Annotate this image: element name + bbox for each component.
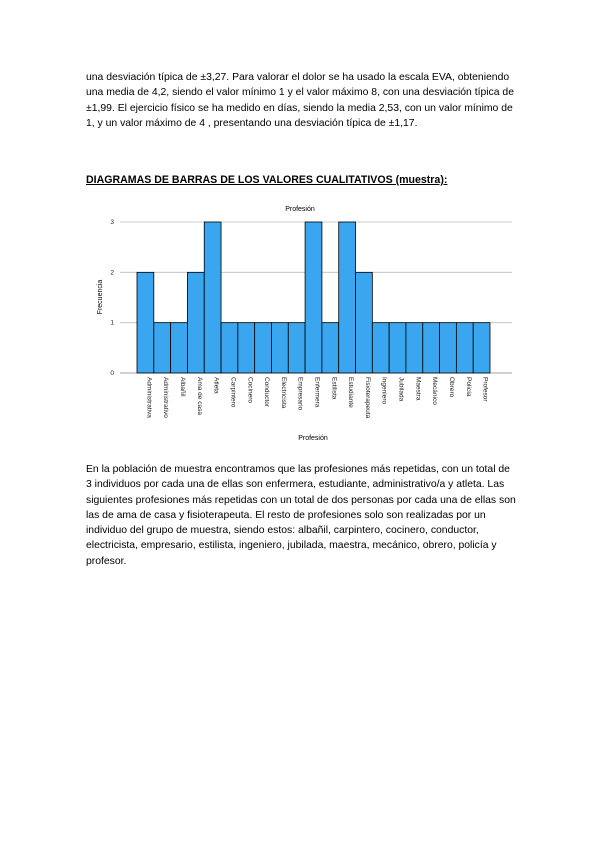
- x-tick-label: Profesor: [481, 377, 489, 402]
- bar-estilista: [322, 323, 339, 373]
- x-tick-label: Enfermera: [313, 377, 321, 408]
- x-tick-label: Administrativo: [162, 377, 170, 418]
- conclusion-paragraph: En la población de muestra encontramos que las profesiones más repetidas, con un total de 3 individuos por cada una de ellas son enfermera, estudiante, administrativo/a y atleta. Las siguientes profesiones más repetidas con un total de dos personas por cada una de ellas son las de ama de casa y fisioterapeuta. El resto de profesiones solo son realizadas por un individuo del grupo de muestra, siendo estos: albañil, carpintero, cocinero, conductor, electricista, empresario, estilista, ingeniero, jubilada, maestra, mecánico, obrero, policía y profesor.: [86, 464, 516, 567]
- bar-fisioterapeuta: [356, 272, 373, 373]
- x-tick-label: Jubilada: [397, 377, 405, 402]
- bar-conductor: [255, 323, 272, 373]
- bar-electricista: [271, 323, 288, 373]
- y-axis-label: Frecuencia: [97, 279, 104, 315]
- bar-carpintero: [221, 323, 238, 373]
- y-tick-label: 3: [110, 219, 114, 226]
- bar-jubilada: [389, 323, 406, 373]
- x-tick-label: Maestra: [414, 377, 422, 401]
- bar-administrativa: [137, 272, 154, 373]
- x-tick-label: Conductor: [263, 377, 271, 407]
- x-tick-label: Policía: [464, 377, 472, 397]
- x-tick-label: Empresario: [296, 377, 304, 411]
- y-tick-label: 0: [110, 370, 114, 377]
- intro-paragraph: una desviación típica de ±3,27. Para valorar el dolor se ha usado la escala EVA, obteniendo una media de 4,2, siendo el valor mínimo 1 y el valor máximo 8, con una desviación típica de ±1,99. El ejercicio físico se ha medido en días, siendo la media 2,53, con un valor mínimo de 1, y un valor máximo de 4 , presentando una desviación típica de ±1,17.: [86, 72, 514, 129]
- x-tick-label: Ama de casa: [195, 377, 203, 415]
- bar-estudiante: [339, 222, 356, 373]
- bar-empresario: [288, 323, 305, 373]
- y-tick-label: 1: [110, 319, 114, 327]
- bar-enfermera: [305, 222, 322, 373]
- x-tick-label: Mecánico: [431, 377, 439, 405]
- x-tick-label: Obrero: [447, 377, 455, 398]
- x-tick-label: Carpintero: [229, 377, 237, 408]
- bar-maestra: [406, 323, 423, 373]
- x-tick-label: Albañil: [179, 377, 187, 397]
- bar-alba-il: [171, 323, 188, 373]
- bar-profesor: [473, 323, 490, 373]
- bar-mec-nico: [423, 323, 440, 373]
- bar-administrativo: [154, 323, 171, 373]
- bar-polic-a: [456, 323, 473, 373]
- chart-title: Profesión: [285, 206, 315, 213]
- x-tick-label: Atleta: [212, 377, 220, 394]
- x-tick-label: Estilista: [330, 377, 338, 400]
- x-tick-label: Administrativa: [145, 377, 153, 418]
- bar-obrero: [440, 323, 457, 373]
- x-tick-label: Electricista: [279, 377, 287, 409]
- x-tick-label: Ingeniero: [380, 377, 388, 405]
- bar-ingeniero: [372, 323, 389, 373]
- section-title: DIAGRAMAS DE BARRAS DE LOS VALORES CUALITATIVOS (muestra):: [86, 174, 448, 186]
- x-tick-label: Cocinero: [246, 377, 254, 404]
- x-axis-label: Profesión: [298, 435, 328, 442]
- bar-ama-de-casa: [187, 272, 204, 373]
- x-tick-label: Estudiante: [347, 377, 355, 408]
- bar-cocinero: [238, 323, 255, 373]
- x-tick-label: Fisioterapeuta: [363, 377, 371, 419]
- y-tick-label: 2: [110, 269, 114, 277]
- bar-atleta: [204, 222, 221, 373]
